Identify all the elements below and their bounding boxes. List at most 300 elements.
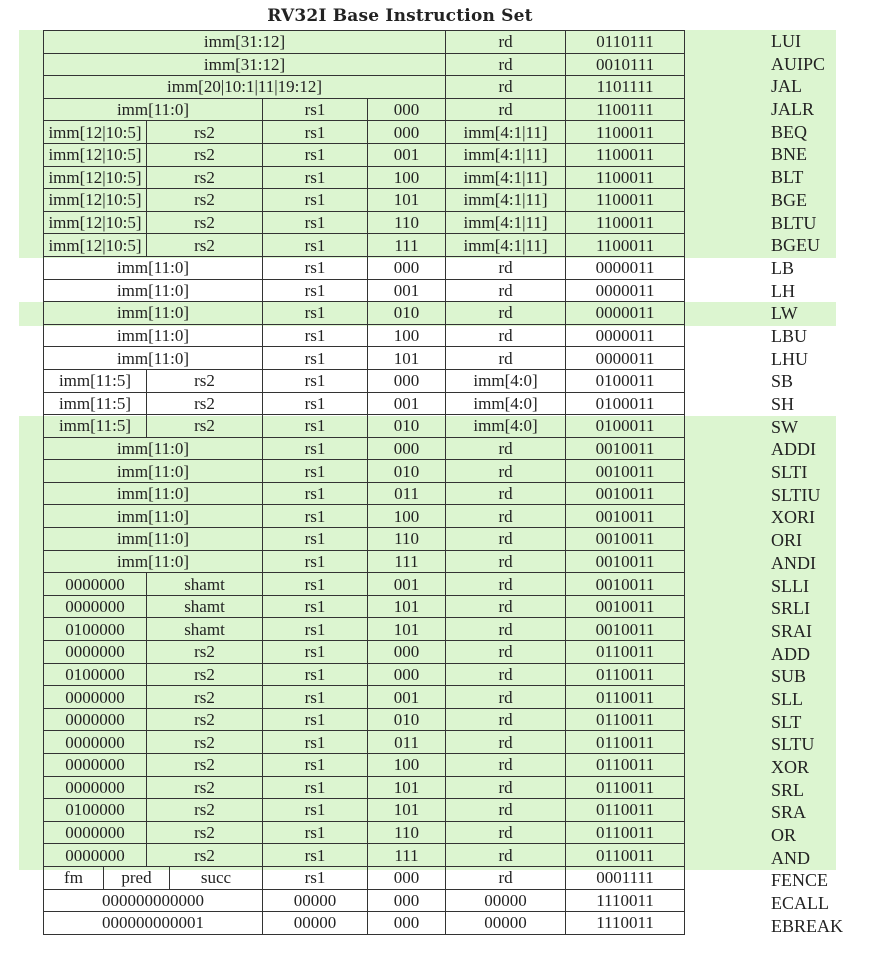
encoding-field: rd xyxy=(446,347,566,370)
encoding-field: rs1 xyxy=(263,821,368,844)
encoding-field: rs1 xyxy=(263,189,368,212)
encoding-field: rd xyxy=(446,799,566,822)
instruction-name: FENCE xyxy=(771,870,829,891)
encoding-field: rs2 xyxy=(147,121,263,144)
encoding-field: imm[4:1|11] xyxy=(446,211,566,234)
encoding-field: rs1 xyxy=(263,369,368,392)
instruction-row xyxy=(44,392,685,415)
encoding-field: rs1 xyxy=(263,121,368,144)
encoding-field: 110 xyxy=(368,821,446,844)
instruction-row xyxy=(44,76,685,99)
encoding-field: imm[11:0] xyxy=(44,505,263,528)
encoding-field: 0100011 xyxy=(566,415,685,438)
encoding-field: 000 xyxy=(368,912,446,935)
encoding-field: 0000000 xyxy=(44,844,147,867)
encoding-field: rs2 xyxy=(147,731,263,754)
encoding-field: rs1 xyxy=(263,663,368,686)
encoding-field: 0010011 xyxy=(566,482,685,505)
encoding-field: imm[12|10:5] xyxy=(44,121,147,144)
encoding-field: 111 xyxy=(368,234,446,257)
encoding-field: 1100011 xyxy=(566,211,685,234)
instruction-name: SLTI xyxy=(771,462,808,483)
instruction-row xyxy=(44,686,685,709)
instruction-name: ORI xyxy=(771,530,802,551)
encoding-field: rs2 xyxy=(147,392,263,415)
encoding-field: 0000000 xyxy=(44,731,147,754)
instruction-name: BNE xyxy=(771,144,807,165)
instruction-name: SRL xyxy=(771,779,805,800)
encoding-field: 0110011 xyxy=(566,641,685,664)
encoding-field: rs1 xyxy=(263,347,368,370)
encoding-field: 101 xyxy=(368,595,446,618)
encoding-field: 101 xyxy=(368,618,446,641)
encoding-field: rd xyxy=(446,595,566,618)
instruction-name: LB xyxy=(771,257,795,278)
encoding-field: shamt xyxy=(147,595,263,618)
encoding-field: 0110011 xyxy=(566,821,685,844)
encoding-field: 1101111 xyxy=(566,76,685,99)
encoding-field: rs2 xyxy=(147,189,263,212)
encoding-field: rd xyxy=(446,844,566,867)
encoding-field: rs2 xyxy=(147,844,263,867)
table-title: RV32I Base Instruction Set xyxy=(267,6,533,26)
encoding-field: imm[11:5] xyxy=(44,369,147,392)
instruction-name: BGE xyxy=(771,189,807,210)
encoding-field: rd xyxy=(446,663,566,686)
encoding-field: imm[11:0] xyxy=(44,347,263,370)
encoding-field: 1110011 xyxy=(566,889,685,912)
encoding-field: 0000000 xyxy=(44,754,147,777)
instruction-name: JALR xyxy=(771,99,815,120)
instruction-name: SLT xyxy=(771,711,802,732)
encoding-field: 1100011 xyxy=(566,234,685,257)
instruction-name: LW xyxy=(771,303,798,324)
encoding-field: rs1 xyxy=(263,641,368,664)
encoding-field: 1110011 xyxy=(566,912,685,935)
encoding-field: 010 xyxy=(368,708,446,731)
instruction-row xyxy=(44,302,685,325)
encoding-field: 000 xyxy=(368,663,446,686)
encoding-field: rs1 xyxy=(263,505,368,528)
encoding-field: rd xyxy=(446,256,566,279)
encoding-field: 000 xyxy=(368,437,446,460)
instruction-row xyxy=(44,143,685,166)
encoding-field: rs2 xyxy=(147,821,263,844)
encoding-field: rs1 xyxy=(263,776,368,799)
encoding-field: 0000000 xyxy=(44,573,147,596)
encoding-field: 1100011 xyxy=(566,121,685,144)
encoding-field: rs1 xyxy=(263,324,368,347)
instruction-row xyxy=(44,234,685,257)
encoding-field: rd xyxy=(446,437,566,460)
encoding-field: 000 xyxy=(368,98,446,121)
instruction-name: ECALL xyxy=(771,893,829,914)
encoding-field: rs1 xyxy=(263,550,368,573)
instruction-name: EBREAK xyxy=(771,915,843,936)
encoding-field: shamt xyxy=(147,573,263,596)
encoding-field: rs1 xyxy=(263,211,368,234)
instruction-name: SUB xyxy=(771,666,807,687)
instruction-row xyxy=(44,460,685,483)
encoding-field: 100 xyxy=(368,505,446,528)
encoding-field: rs1 xyxy=(263,528,368,551)
encoding-field: rd xyxy=(446,302,566,325)
instruction-name: XOR xyxy=(771,757,810,777)
encoding-field: 00000 xyxy=(263,889,368,912)
encoding-field: imm[4:1|11] xyxy=(446,234,566,257)
encoding-field: rd xyxy=(446,528,566,551)
instruction-name: SLL xyxy=(771,688,804,709)
encoding-field: 0100011 xyxy=(566,369,685,392)
instruction-row xyxy=(44,731,685,754)
encoding-field: rd xyxy=(446,821,566,844)
encoding-field: rd xyxy=(446,460,566,483)
encoding-field: 101 xyxy=(368,189,446,212)
encoding-field: 0110011 xyxy=(566,844,685,867)
instruction-row xyxy=(44,799,685,822)
encoding-field: 0110011 xyxy=(566,731,685,754)
encoding-field: rd xyxy=(446,279,566,302)
encoding-field: rs1 xyxy=(263,573,368,596)
encoding-field: imm[4:0] xyxy=(446,392,566,415)
encoding-field: 101 xyxy=(368,799,446,822)
instruction-name: AUIPC xyxy=(771,53,826,74)
encoding-field: rd xyxy=(446,731,566,754)
encoding-field: 0000011 xyxy=(566,302,685,325)
encoding-field: rd xyxy=(446,550,566,573)
encoding-field: rs2 xyxy=(147,641,263,664)
encoding-field: imm[11:0] xyxy=(44,550,263,573)
encoding-field: 000 xyxy=(368,121,446,144)
encoding-field: 0010011 xyxy=(566,573,685,596)
encoding-field: rd xyxy=(446,573,566,596)
encoding-field: 1100011 xyxy=(566,166,685,189)
encoding-field: 0110011 xyxy=(566,686,685,709)
encoding-field: 000000000000 xyxy=(44,889,263,912)
encoding-field: imm[31:12] xyxy=(44,31,446,54)
encoding-field: 0010011 xyxy=(566,618,685,641)
encoding-field: 110 xyxy=(368,528,446,551)
encoding-field: imm[11:0] xyxy=(44,279,263,302)
encoding-field: 000 xyxy=(368,866,446,889)
instruction-row xyxy=(44,889,685,912)
instruction-name: SRLI xyxy=(771,598,811,619)
encoding-field: rd xyxy=(446,754,566,777)
encoding-field: rs1 xyxy=(263,482,368,505)
encoding-field: imm[4:0] xyxy=(446,415,566,438)
instruction-name: BLTU xyxy=(771,212,817,233)
encoding-field: rs2 xyxy=(147,234,263,257)
instruction-name: ADDI xyxy=(771,439,816,460)
instruction-row xyxy=(44,663,685,686)
instruction-name: SLTU xyxy=(771,734,815,755)
encoding-field: 001 xyxy=(368,279,446,302)
encoding-field: rd xyxy=(446,76,566,99)
encoding-field: 0000000 xyxy=(44,686,147,709)
encoding-field: 100 xyxy=(368,166,446,189)
encoding-field: rs1 xyxy=(263,143,368,166)
encoding-field: 0100000 xyxy=(44,799,147,822)
encoding-field: fm xyxy=(44,866,104,889)
instruction-name-column xyxy=(771,30,843,938)
instruction-row xyxy=(44,821,685,844)
instruction-name: BLT xyxy=(771,167,804,188)
instruction-name: LHU xyxy=(771,348,808,369)
encoding-field: 000 xyxy=(368,256,446,279)
encoding-field: rs1 xyxy=(263,460,368,483)
instruction-row xyxy=(44,776,685,799)
instruction-row xyxy=(44,211,685,234)
instruction-row xyxy=(44,324,685,347)
encoding-field: imm[11:0] xyxy=(44,256,263,279)
encoding-field: 0010011 xyxy=(566,437,685,460)
instruction-name: AND xyxy=(771,847,810,868)
encoding-field: 0110011 xyxy=(566,754,685,777)
encoding-field: imm[12|10:5] xyxy=(44,166,147,189)
instruction-name: BEQ xyxy=(771,121,807,142)
encoding-field: rs1 xyxy=(263,844,368,867)
encoding-field: 111 xyxy=(368,844,446,867)
encoding-field: pred xyxy=(104,866,170,889)
instruction-name: SLTIU xyxy=(771,484,821,505)
encoding-field: 000 xyxy=(368,369,446,392)
encoding-field: 0000000 xyxy=(44,821,147,844)
encoding-field: 0000000 xyxy=(44,776,147,799)
encoding-field: 0010111 xyxy=(566,53,685,76)
encoding-field: rs1 xyxy=(263,731,368,754)
instruction-row xyxy=(44,53,685,76)
encoding-field: rs1 xyxy=(263,392,368,415)
encoding-field: imm[12|10:5] xyxy=(44,234,147,257)
encoding-field: 0000011 xyxy=(566,256,685,279)
instruction-name: SRA xyxy=(771,802,807,823)
instruction-name: ADD xyxy=(771,643,810,664)
encoding-field: rd xyxy=(446,708,566,731)
instruction-name: SB xyxy=(771,371,794,392)
encoding-field: rs1 xyxy=(263,256,368,279)
instruction-row xyxy=(44,31,685,54)
encoding-field: imm[12|10:5] xyxy=(44,189,147,212)
instruction-name: JAL xyxy=(771,76,802,97)
instruction-row xyxy=(44,98,685,121)
encoding-field: rd xyxy=(446,686,566,709)
encoding-field: imm[11:0] xyxy=(44,460,263,483)
instruction-name: SW xyxy=(771,416,798,437)
instruction-row xyxy=(44,641,685,664)
encoding-field: 001 xyxy=(368,686,446,709)
encoding-field: 100 xyxy=(368,754,446,777)
instruction-row xyxy=(44,866,685,889)
instruction-row xyxy=(44,279,685,302)
encoding-field: rd xyxy=(446,31,566,54)
encoding-field: rs2 xyxy=(147,143,263,166)
encoding-field: 0110011 xyxy=(566,663,685,686)
encoding-field: succ xyxy=(170,866,263,889)
encoding-field: imm[20|10:1|11|19:12] xyxy=(44,76,446,99)
instruction-row xyxy=(44,528,685,551)
encoding-field: imm[4:1|11] xyxy=(446,166,566,189)
encoding-field: 0000000 xyxy=(44,708,147,731)
encoding-field: rs1 xyxy=(263,708,368,731)
encoding-field: rd xyxy=(446,53,566,76)
instruction-row xyxy=(44,166,685,189)
instruction-row xyxy=(44,844,685,867)
encoding-field: 000 xyxy=(368,889,446,912)
encoding-field: imm[11:0] xyxy=(44,528,263,551)
encoding-field: 000 xyxy=(368,641,446,664)
instruction-name: SH xyxy=(771,394,795,414)
instruction-row xyxy=(44,256,685,279)
encoding-field: rs2 xyxy=(147,754,263,777)
instruction-name: BGEU xyxy=(771,235,820,256)
encoding-field: rs1 xyxy=(263,686,368,709)
encoding-field: 0000011 xyxy=(566,347,685,370)
encoding-field: imm[11:0] xyxy=(44,302,263,325)
encoding-field: 0110011 xyxy=(566,799,685,822)
encoding-field: 011 xyxy=(368,731,446,754)
instruction-row xyxy=(44,369,685,392)
encoding-field: rd xyxy=(446,482,566,505)
instruction-name: OR xyxy=(771,825,797,846)
instruction-row xyxy=(44,708,685,731)
encoding-field: 010 xyxy=(368,460,446,483)
encoding-field: rs1 xyxy=(263,234,368,257)
encoding-field: rs2 xyxy=(147,369,263,392)
encoding-field: 0010011 xyxy=(566,528,685,551)
encoding-field: 0100000 xyxy=(44,663,147,686)
encoding-field: 0110011 xyxy=(566,776,685,799)
encoding-field: 1100111 xyxy=(566,98,685,121)
encoding-field: 100 xyxy=(368,324,446,347)
encoding-field: imm[4:1|11] xyxy=(446,143,566,166)
encoding-field: imm[11:0] xyxy=(44,437,263,460)
encoding-field: imm[11:5] xyxy=(44,415,147,438)
encoding-field: imm[31:12] xyxy=(44,53,446,76)
encoding-field: rs2 xyxy=(147,799,263,822)
encoding-field: 1100011 xyxy=(566,143,685,166)
instruction-name: SLLI xyxy=(771,575,809,596)
encoding-field: rs2 xyxy=(147,166,263,189)
encoding-field: 010 xyxy=(368,415,446,438)
encoding-field: imm[11:5] xyxy=(44,392,147,415)
instruction-row xyxy=(44,347,685,370)
encoding-field: rs1 xyxy=(263,302,368,325)
encoding-field: 0010011 xyxy=(566,595,685,618)
encoding-field: 1100011 xyxy=(566,189,685,212)
encoding-field: 001 xyxy=(368,573,446,596)
encoding-field: imm[4:1|11] xyxy=(446,189,566,212)
encoding-field: imm[11:0] xyxy=(44,324,263,347)
encoding-field: rs2 xyxy=(147,686,263,709)
instruction-row xyxy=(44,754,685,777)
instruction-name: LH xyxy=(771,280,795,301)
encoding-field: rd xyxy=(446,776,566,799)
encoding-field: 0000011 xyxy=(566,279,685,302)
encoding-field: 00000 xyxy=(263,912,368,935)
encoding-field: 0010011 xyxy=(566,505,685,528)
encoding-field: rs1 xyxy=(263,754,368,777)
encoding-field: shamt xyxy=(147,618,263,641)
instruction-row xyxy=(44,437,685,460)
instruction-name: SRAI xyxy=(771,620,813,641)
encoding-field: rs2 xyxy=(147,415,263,438)
encoding-field: imm[4:0] xyxy=(446,369,566,392)
encoding-field: rs1 xyxy=(263,799,368,822)
encoding-field: rs1 xyxy=(263,415,368,438)
encoding-field: rs2 xyxy=(147,708,263,731)
encoding-field: 010 xyxy=(368,302,446,325)
instruction-row xyxy=(44,505,685,528)
instruction-row xyxy=(44,573,685,596)
instruction-row xyxy=(44,595,685,618)
encoding-field: 001 xyxy=(368,143,446,166)
encoding-field: rd xyxy=(446,324,566,347)
instruction-encoding-table xyxy=(43,30,685,935)
encoding-field: 111 xyxy=(368,550,446,573)
encoding-field: 00000 xyxy=(446,912,566,935)
encoding-field: rs1 xyxy=(263,595,368,618)
encoding-field: rs1 xyxy=(263,98,368,121)
encoding-field: 101 xyxy=(368,776,446,799)
encoding-field: 0100011 xyxy=(566,392,685,415)
encoding-field: imm[4:1|11] xyxy=(446,121,566,144)
encoding-field: rd xyxy=(446,505,566,528)
instruction-row xyxy=(44,482,685,505)
encoding-field: 0110011 xyxy=(566,708,685,731)
encoding-field: imm[12|10:5] xyxy=(44,211,147,234)
instruction-name: XORI xyxy=(771,507,815,528)
encoding-field: 0001111 xyxy=(566,866,685,889)
instruction-row xyxy=(44,912,685,935)
encoding-field: rs1 xyxy=(263,618,368,641)
encoding-field: imm[11:0] xyxy=(44,98,263,121)
encoding-field: 0000000 xyxy=(44,595,147,618)
encoding-field: rs1 xyxy=(263,866,368,889)
encoding-field: 00000 xyxy=(446,889,566,912)
instruction-name: LUI xyxy=(771,31,801,51)
encoding-field: rs1 xyxy=(263,279,368,302)
encoding-field: 101 xyxy=(368,347,446,370)
instruction-row xyxy=(44,550,685,573)
encoding-field: rd xyxy=(446,866,566,889)
encoding-field: 0110111 xyxy=(566,31,685,54)
encoding-field: rd xyxy=(446,98,566,121)
instruction-row xyxy=(44,189,685,212)
encoding-field: imm[11:0] xyxy=(44,482,263,505)
encoding-field: rd xyxy=(446,618,566,641)
encoding-field: 0010011 xyxy=(566,550,685,573)
encoding-field: 110 xyxy=(368,211,446,234)
encoding-field: 011 xyxy=(368,482,446,505)
encoding-field: rs2 xyxy=(147,211,263,234)
encoding-field: imm[12|10:5] xyxy=(44,143,147,166)
encoding-field: 0100000 xyxy=(44,618,147,641)
encoding-field: 001 xyxy=(368,392,446,415)
encoding-field: rs2 xyxy=(147,776,263,799)
instruction-row xyxy=(44,121,685,144)
encoding-field: 000000000001 xyxy=(44,912,263,935)
encoding-field: rs2 xyxy=(147,663,263,686)
instruction-row xyxy=(44,415,685,438)
encoding-field: 0000011 xyxy=(566,324,685,347)
encoding-field: rs1 xyxy=(263,437,368,460)
encoding-field: rs1 xyxy=(263,166,368,189)
encoding-field: 0000000 xyxy=(44,641,147,664)
instruction-name: LBU xyxy=(771,325,807,346)
instruction-name: ANDI xyxy=(771,552,816,573)
instruction-row xyxy=(44,618,685,641)
encoding-field: 0010011 xyxy=(566,460,685,483)
